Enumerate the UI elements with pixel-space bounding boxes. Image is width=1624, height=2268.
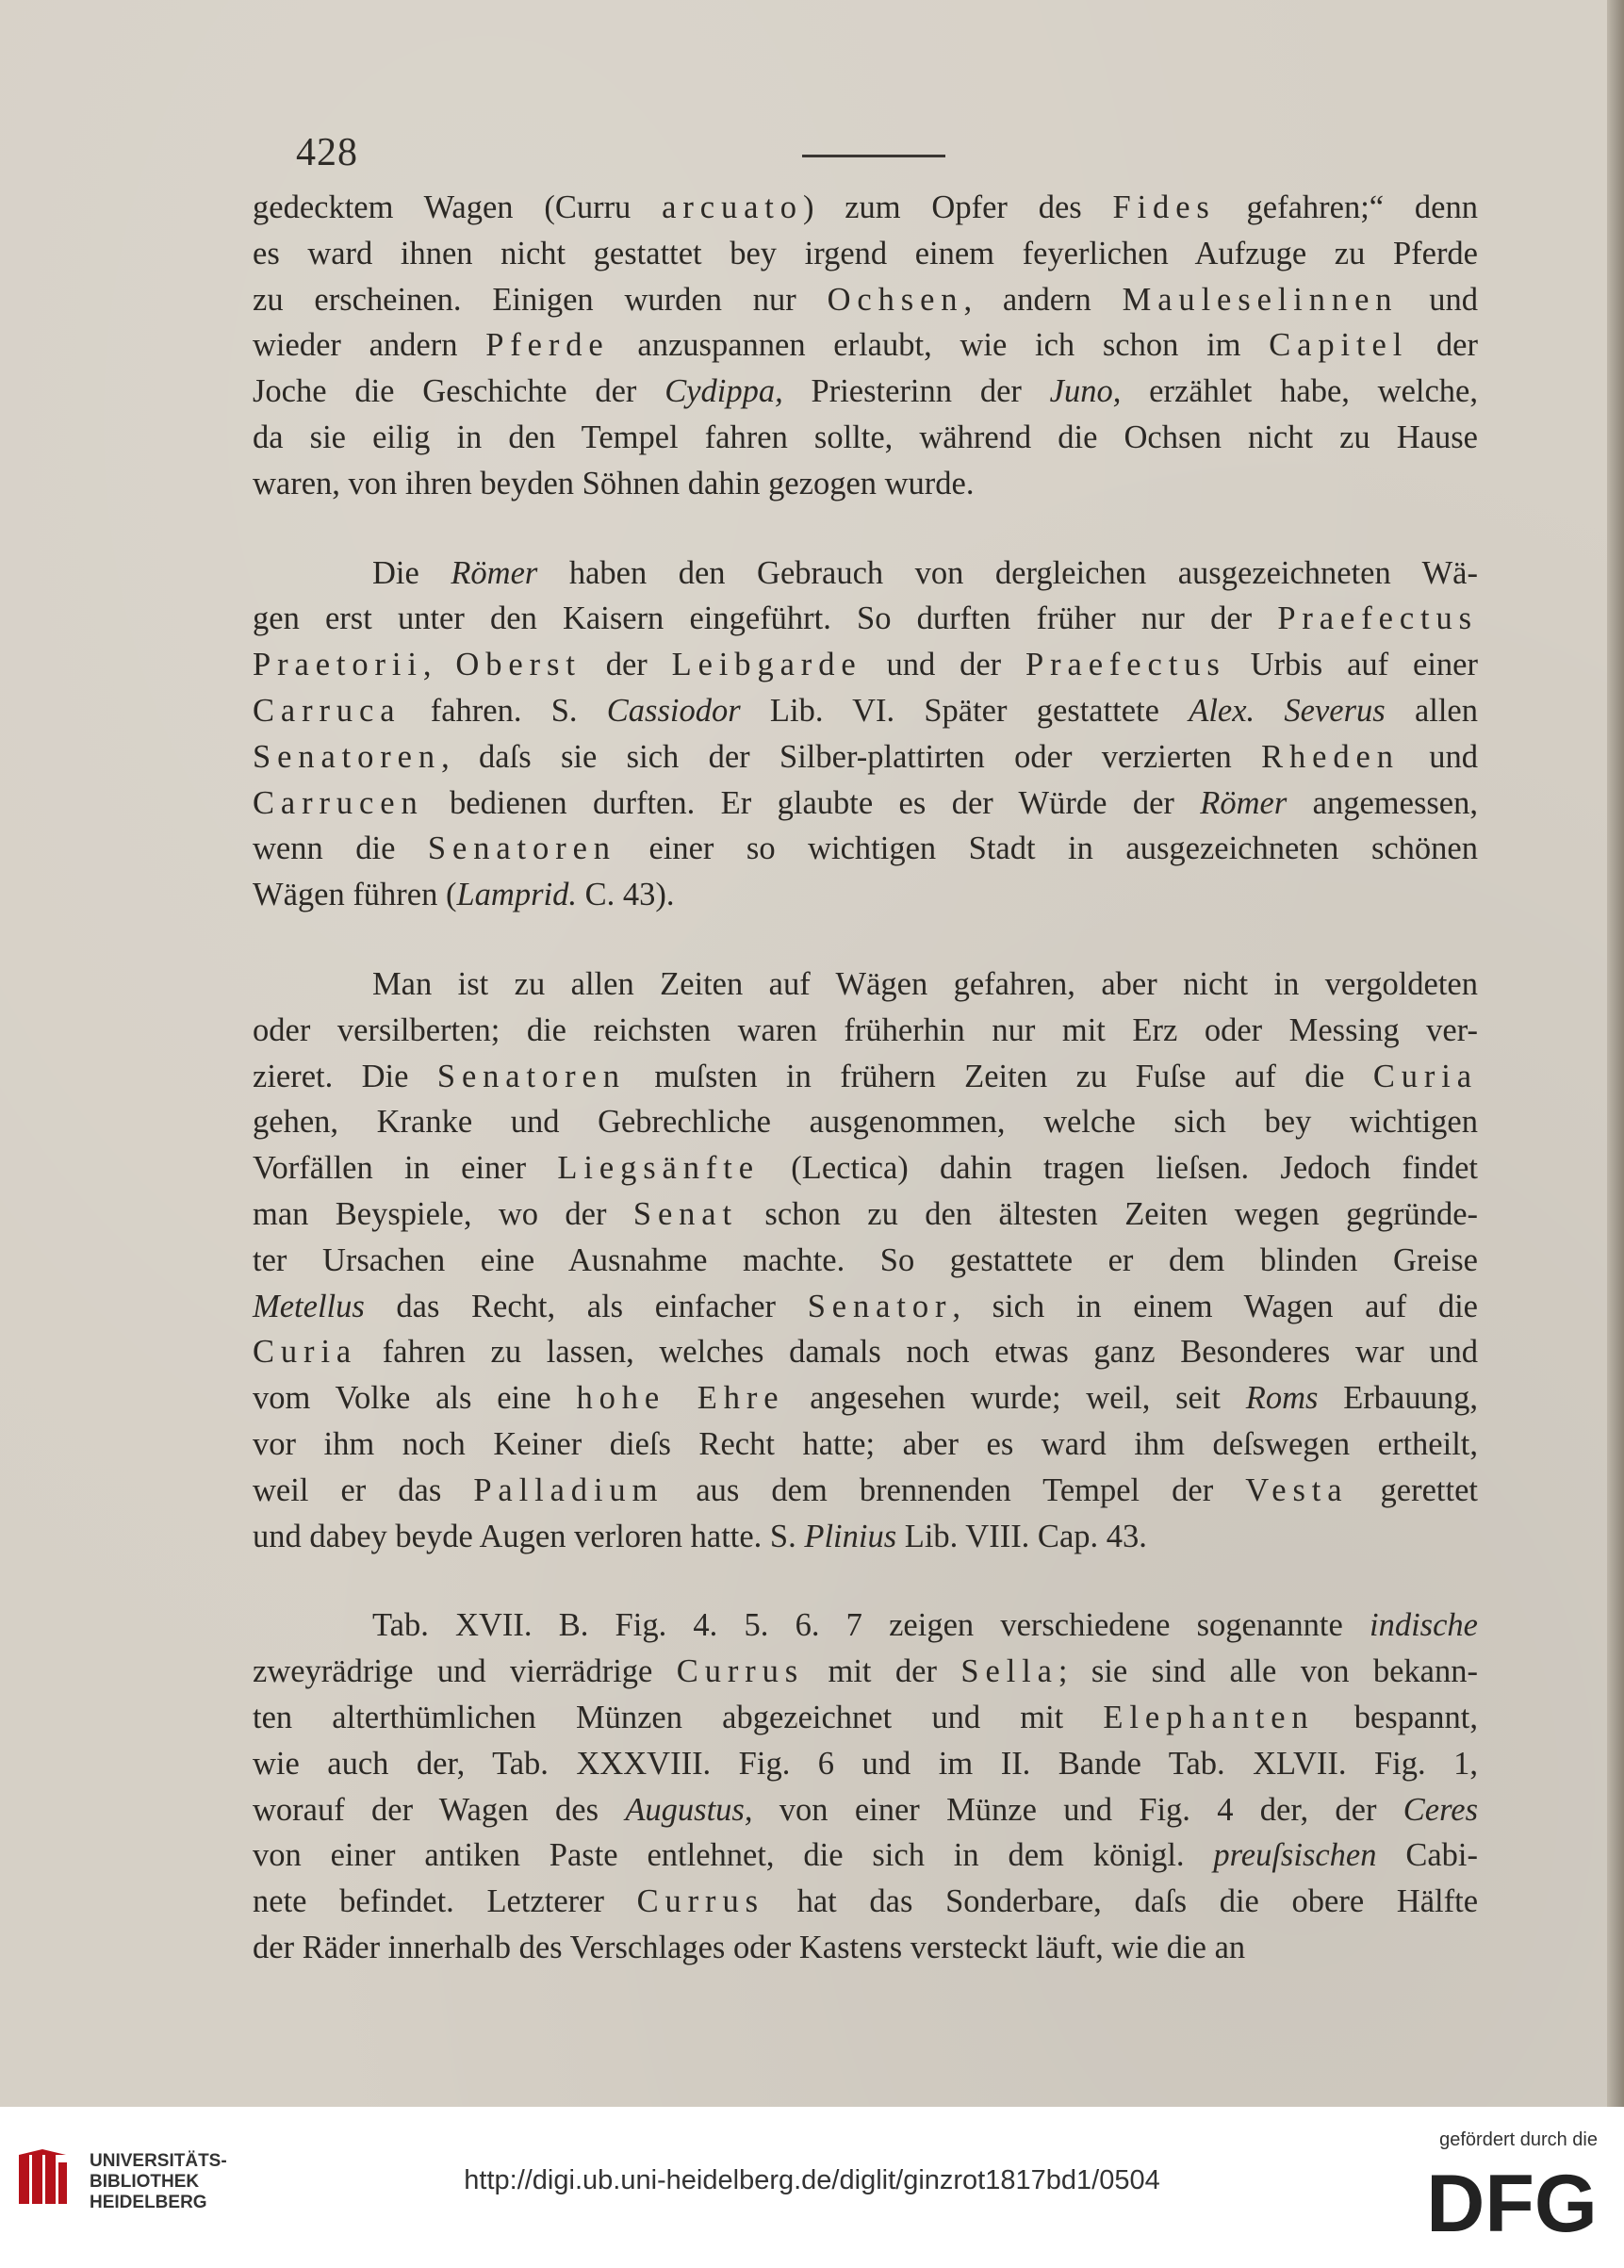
italic-emphasis: Römer (451, 554, 538, 591)
italic-emphasis: Cydippa, (664, 373, 783, 410)
text-line (253, 826, 1478, 872)
text-line (253, 1832, 1478, 1879)
text-run: hat das Sonderbare, daſs die obere Hälfte (763, 1883, 1479, 1920)
spaced-emphasis: hohe Ehre (576, 1380, 785, 1417)
italic-emphasis: Roms (1245, 1380, 1319, 1417)
text-run: , (422, 647, 456, 683)
text-run: wie auch der, Tab. XXXVIII. Fig. 6 und im II. Bande Tab. XLVII. Fig. 1, (253, 1745, 1478, 1782)
spaced-emphasis: Curia (1372, 1058, 1478, 1094)
library-name-line-3: HEIDELBERG (90, 2193, 207, 2212)
spaced-emphasis: Fides (1112, 189, 1216, 225)
text-run: wenn die (253, 830, 428, 867)
text-run: nete befindet. Letzterer (253, 1883, 637, 1920)
text-line (253, 185, 1478, 231)
text-run: zweyrädrige und vierrädrige (253, 1653, 677, 1690)
paragraph (253, 551, 1478, 918)
text-run: allen (1385, 692, 1478, 729)
text-run: der (1408, 327, 1478, 364)
text-line (253, 231, 1478, 277)
text-run: waren, von ihren beyden Söhnen dahin gezogen wurde. (253, 465, 975, 501)
text-run: Vorfällen in einer (253, 1150, 558, 1187)
italic-emphasis: preuſsischen (1213, 1837, 1377, 1874)
text-line (253, 1787, 1478, 1833)
spaced-emphasis: Currus (636, 1883, 764, 1920)
text-line (253, 1329, 1478, 1375)
text-line (253, 961, 1478, 1008)
text-run: ; sie sind alle von bekann- (1058, 1653, 1478, 1690)
spaced-emphasis: Senator (807, 1288, 953, 1324)
text-run: Man ist zu allen Zeiten auf Wägen gefahren, aber nicht in vergoldeten (372, 965, 1478, 1002)
text-run: vom Volke als eine (253, 1380, 577, 1417)
spaced-emphasis: Senat (632, 1195, 739, 1232)
text-line (253, 872, 1478, 918)
text-run: und dabey beyde Augen verloren hatte. S. (253, 1518, 805, 1554)
text-run: ten alterthümlichen Münzen abgezeichnet und mit (253, 1699, 1104, 1735)
spaced-emphasis: Mauleselinnen (1122, 281, 1399, 318)
text-run: aus dem brennenden Tempel der (664, 1471, 1246, 1508)
text-run: der Räder innerhalb des Verschlages oder Kastens versteckt läuft, wie die an (253, 1929, 1246, 1965)
text-run: vor ihm noch Keiner dieſs Recht hatte; aber es ward ihm deſswegen ertheilt, (253, 1425, 1478, 1462)
italic-emphasis: Augustus, (625, 1791, 753, 1828)
text-line (253, 1741, 1478, 1787)
spaced-emphasis: Senatoren (253, 738, 442, 775)
text-run: zieret. Die (253, 1058, 437, 1094)
italic-emphasis: Römer (1200, 784, 1288, 821)
page-edge (1607, 0, 1624, 2107)
spaced-emphasis: Elephanten (1103, 1699, 1315, 1735)
text-line (253, 461, 1478, 507)
header-rule (802, 155, 945, 157)
page-header (247, 130, 1491, 187)
spaced-emphasis: Rheden (1261, 738, 1400, 775)
text-run: und der (861, 647, 1025, 683)
italic-emphasis: Alex. Severus (1189, 692, 1386, 729)
text-run: fahren zu lassen, welches damals noch etwas ganz Besonderes war und (357, 1334, 1478, 1371)
text-line (253, 1099, 1478, 1145)
spaced-emphasis: arcuato (662, 189, 803, 225)
paragraph (253, 1602, 1478, 1970)
text-run: da sie eilig in den Tempel fahren sollte, während die Ochsen nicht zu Hause (253, 419, 1478, 455)
text-run: , daſs sie sich der Silber-plattirten oder verzierten (441, 738, 1262, 775)
text-line (253, 734, 1478, 781)
text-run: Die (372, 554, 451, 591)
text-line (253, 1375, 1478, 1422)
text-run: gedecktem Wagen (Curru (253, 189, 663, 225)
text-run: und (1399, 738, 1478, 775)
text-run: wieder andern (253, 327, 486, 364)
text-line (253, 1238, 1478, 1284)
spaced-emphasis: Vesta (1245, 1471, 1349, 1508)
text-line (253, 1879, 1478, 1925)
text-line (253, 781, 1478, 827)
text-line (253, 1602, 1478, 1649)
spaced-emphasis: Sella (960, 1653, 1058, 1690)
text-run: , andern (963, 281, 1123, 318)
permalink-url[interactable]: http://digi.ub.uni-heidelberg.de/diglit/ginzrot1817bd1/0504 (464, 2165, 1160, 2195)
italic-emphasis: Juno, (1049, 373, 1122, 410)
text-run: von einer antiken Paste entlehnet, die sich in dem königl. (253, 1837, 1214, 1874)
text-line (253, 596, 1478, 642)
spaced-emphasis: Praetorii (253, 647, 423, 683)
text-run: gerettet (1348, 1471, 1478, 1508)
text-run: haben den Gebrauch von dergleichen ausgezeichneten Wä- (537, 554, 1478, 591)
text-run: ) zum Opfer des (802, 189, 1113, 225)
spaced-emphasis: Senatoren (436, 1058, 626, 1094)
text-run: es ward ihnen nicht gestattet bey irgend einem feyerlichen Aufzuge zu Pferde (253, 235, 1478, 271)
spaced-emphasis: Praefectus (1025, 647, 1226, 683)
spaced-emphasis: Curia (253, 1334, 358, 1371)
paragraph (253, 961, 1478, 1559)
text-run: mit der (804, 1653, 961, 1690)
text-run: C. 43). (576, 877, 675, 913)
spaced-emphasis: Praefectus (1277, 600, 1478, 637)
text-run: das Recht, als einfacher (364, 1288, 808, 1324)
text-run: worauf der Wagen des (253, 1791, 626, 1828)
library-name-line-2: BIBLIOTHEK (90, 2172, 200, 2192)
text-run: gehen, Kranke und Gebrechliche ausgenommen, welche sich bey wichtigen (253, 1104, 1478, 1141)
text-run: Tab. XVII. B. Fig. 4. 5. 6. 7 zeigen verschiedene sogenannte (372, 1607, 1370, 1644)
text-block (253, 185, 1478, 1971)
text-line (253, 322, 1478, 369)
text-run: Erbauung, (1318, 1380, 1478, 1417)
text-run: zu erscheinen. Einigen wurden nur (253, 281, 828, 318)
text-run: gen erst unter den Kaisern eingeführt. So durften früher nur der (253, 600, 1278, 637)
text-line (253, 277, 1478, 323)
text-run: oder versilberten; die reichsten waren früherhin nur mit Erz oder Messing ver- (253, 1011, 1478, 1048)
text-run: und (1398, 281, 1479, 318)
spaced-emphasis: Carruca (253, 692, 402, 729)
spaced-emphasis: Senatoren (427, 830, 616, 867)
text-run: (Lectica) dahin tragen lieſsen. Jedoch findet (760, 1150, 1478, 1187)
text-run: schon zu den ältesten Zeiten wegen gegründe- (738, 1195, 1478, 1232)
paragraph (253, 185, 1478, 507)
text-line (253, 1145, 1478, 1192)
dfg-logo (1426, 2163, 1598, 2241)
text-line (253, 551, 1478, 597)
text-line (253, 688, 1478, 734)
spaced-emphasis: Oberst (455, 647, 582, 683)
italic-emphasis: Cassiodor (606, 692, 741, 729)
text-run: angesehen wurde; weil, seit (784, 1380, 1246, 1417)
text-run: anzuspannen erlaubt, wie ich schon im (609, 327, 1270, 364)
text-line (253, 642, 1478, 688)
text-run: Cabi- (1376, 1837, 1478, 1874)
spaced-emphasis: Ochsen (827, 281, 964, 318)
text-run: Wägen führen ( (253, 877, 457, 913)
italic-emphasis: Plinius (804, 1518, 897, 1554)
footer-bar (0, 2107, 1624, 2268)
text-line (253, 369, 1478, 415)
funding-note: gefördert durch die (1439, 2129, 1598, 2150)
text-run: Priesterinn der (782, 373, 1050, 410)
spaced-emphasis: Palladium (473, 1471, 664, 1508)
spaced-emphasis: Capitel (1269, 327, 1409, 364)
text-run: gefahren;“ denn (1215, 189, 1478, 225)
text-run: Urbis auf einer (1225, 647, 1478, 683)
text-run: ter Ursachen eine Ausnahme machte. So gestattete er dem blinden Greise (253, 1241, 1478, 1278)
text-run: bespannt, (1314, 1699, 1478, 1735)
text-line (253, 1468, 1478, 1514)
page-number: 428 (296, 131, 358, 174)
text-line (253, 1925, 1478, 1971)
text-run: , sich in einem Wagen auf die (952, 1288, 1478, 1324)
text-run: von einer Münze und Fig. 4 der, der (752, 1791, 1403, 1828)
spaced-emphasis: Liegsänfte (557, 1150, 760, 1187)
text-run: fahren. S. (401, 692, 607, 729)
spaced-emphasis: Leibgarde (671, 647, 862, 683)
italic-emphasis: Ceres (1403, 1791, 1478, 1828)
text-line (253, 1514, 1478, 1560)
italic-emphasis: indische (1370, 1607, 1478, 1644)
text-run: Joche die Geschichte der (253, 373, 665, 410)
italic-emphasis: Metellus (253, 1288, 365, 1324)
text-run: Lib. VI. Später gestattete (740, 692, 1189, 729)
text-run: erzählet habe, welche, (1121, 373, 1478, 410)
text-line (253, 1008, 1478, 1054)
text-line (253, 1649, 1478, 1695)
text-line (253, 1192, 1478, 1238)
dfg-logo-text: DFG (1426, 2163, 1598, 2241)
text-run: bedienen durften. Er glaubte es der Würde der (423, 784, 1201, 821)
spaced-emphasis: Currus (676, 1653, 805, 1690)
text-run: weil er das (253, 1471, 474, 1508)
spaced-emphasis: Carrucen (253, 784, 424, 821)
text-run: muſsten in frühern Zeiten zu Fuſse auf die (625, 1058, 1373, 1094)
text-line (253, 1054, 1478, 1100)
text-run: man Beyspiele, wo der (253, 1195, 633, 1232)
text-line (253, 1284, 1478, 1330)
text-line (253, 1422, 1478, 1468)
library-name-line-1: UNIVERSITÄTS- (90, 2151, 227, 2171)
italic-emphasis: Lamprid. (456, 877, 577, 913)
text-run: der (581, 647, 672, 683)
text-line (253, 415, 1478, 461)
text-run: Lib. VIII. Cap. 43. (896, 1518, 1147, 1554)
text-run: angemessen, (1287, 784, 1478, 821)
spaced-emphasis: Pferde (485, 327, 610, 364)
text-line (253, 1695, 1478, 1741)
text-run: einer so wichtigen Stadt in ausgezeichneten schönen (615, 830, 1478, 867)
